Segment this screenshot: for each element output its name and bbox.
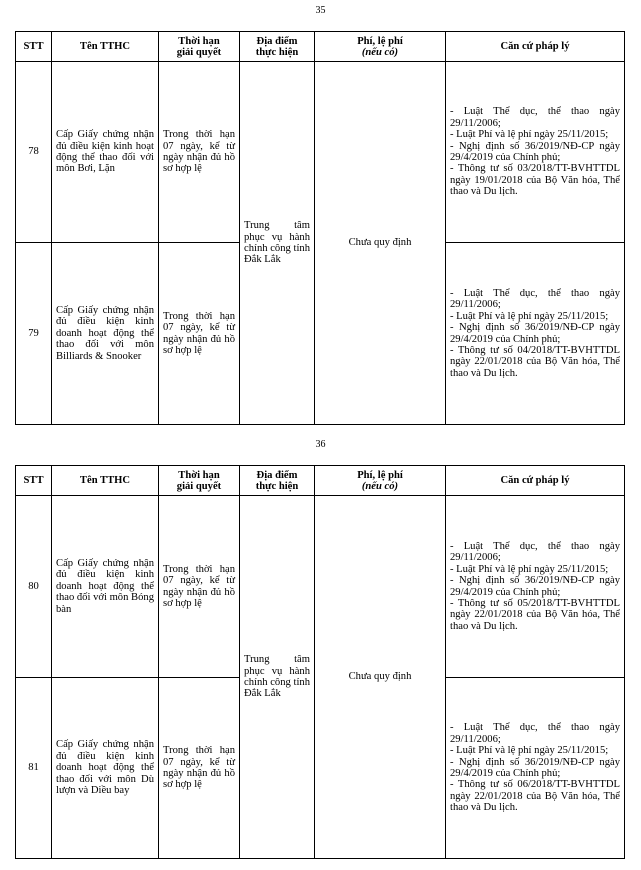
- header-name: Tên TTHC: [52, 466, 159, 496]
- header-time-line2: giải quyết: [176, 46, 222, 58]
- legal-item: - Luật Thể dục, thể thao ngày 29/11/2006;: [450, 287, 620, 311]
- header-fee-line2: (nếu có): [361, 46, 399, 58]
- header-stt: STT: [16, 466, 52, 496]
- procedure-name: Cấp Giấy chứng nhận đủ điều kiện kinh doanh hoạt động thể thao đối với môn Bóng bàn: [52, 496, 159, 678]
- procedure-name: Cấp Giấy chứng nhận đủ điều kiện kinh doanh hoạt động thể thao đối với môn Dù lượn và Diều bay: [52, 678, 159, 859]
- processing-time: Trong thời hạn 07 ngày, kể từ ngày nhận đủ hồ sơ hợp lệ: [159, 496, 240, 678]
- legal-basis: [446, 678, 625, 859]
- fee-value: Chưa quy định: [315, 62, 446, 425]
- header-fee-line1: Phí, lệ phí: [357, 469, 403, 481]
- legal-item: - Luật Phí và lệ phí ngày 25/11/2015;: [450, 563, 609, 575]
- legal-item: - Nghị định số 36/2019/NĐ-CP ngày 29/4/2019 của Chính phủ;: [450, 140, 620, 163]
- header-stt: STT: [16, 32, 52, 62]
- table-row: [16, 496, 625, 678]
- legal-item: - Luật Phí và lệ phí ngày 25/11/2015;: [450, 745, 609, 757]
- table-header-row: [16, 32, 625, 62]
- procedure-name: Cấp Giấy chứng nhận đủ điều kiện kinh hoạt động thể thao đối với môn Bơi, Lặn: [52, 62, 159, 243]
- legal-item: - Thông tư số 05/2018/TT-BVHTTDL ngày 22/01/2018 của Bộ Văn hóa, Thể thao và Du lịch.: [450, 597, 620, 632]
- legal-item: - Luật Phí và lệ phí ngày 25/11/2015;: [450, 310, 609, 322]
- header-fee-line1: Phí, lệ phí: [357, 35, 403, 47]
- legal-item: - Nghị định số 36/2019/NĐ-CP ngày 29/4/2019 của Chính phủ;: [450, 322, 620, 345]
- header-place: [240, 32, 315, 62]
- header-place: [240, 466, 315, 496]
- header-time-line1: Thời hạn: [178, 35, 220, 47]
- header-time: [159, 466, 240, 496]
- row-stt: 78: [16, 62, 52, 243]
- header-time-line2: giải quyết: [176, 480, 222, 492]
- table-row: [16, 62, 625, 243]
- legal-item: - Luật Phí và lệ phí ngày 25/11/2015;: [450, 129, 609, 141]
- processing-time: Trong thời hạn 07 ngày, kể từ ngày nhận đủ hồ sơ hợp lệ: [159, 243, 240, 425]
- processing-time: Trong thời hạn 07 ngày, kể từ ngày nhận đủ hồ sơ hợp lệ: [159, 62, 240, 243]
- header-time-line1: Thời hạn: [178, 469, 220, 481]
- header-place-line1: Địa điểm: [256, 469, 298, 481]
- legal-item: - Thông tư số 03/2018/TT-BVHTTDL ngày 19/01/2018 của Bộ Văn hóa, Thể thao và Du lịch.: [450, 163, 620, 198]
- header-place-line1: Địa điểm: [256, 35, 298, 47]
- legal-basis: [446, 496, 625, 678]
- legal-item: - Luật Thể dục, thể thao ngày 29/11/2006;: [450, 722, 620, 745]
- procedure-table: [15, 465, 625, 859]
- implementation-place: Trung tâm phục vụ hành chính công tỉnh Đắk Lắk: [240, 496, 315, 859]
- implementation-place: Trung tâm phục vụ hành chính công tỉnh Đắk Lắk: [240, 62, 315, 425]
- header-time: [159, 32, 240, 62]
- legal-item: - Thông tư số 06/2018/TT-BVHTTDL ngày 22/01/2018 của Bộ Văn hóa, Thể thao và Du lịch.: [450, 779, 620, 814]
- procedure-name: Cấp Giấy chứng nhận đủ điều kiện kinh doanh hoạt động thể thao đối với môn Billiards & Snooker: [52, 243, 159, 425]
- row-stt: 81: [16, 678, 52, 859]
- procedure-table: [15, 31, 625, 425]
- header-name: Tên TTHC: [52, 32, 159, 62]
- header-place-line2: thực hiện: [255, 46, 299, 58]
- row-stt: 80: [16, 496, 52, 678]
- processing-time: Trong thời hạn 07 ngày, kể từ ngày nhận đủ hồ sơ hợp lệ: [159, 678, 240, 859]
- page-number: 35: [315, 5, 326, 16]
- header-fee-line2: (nếu có): [361, 480, 399, 492]
- header-legal: Căn cứ pháp lý: [446, 32, 625, 62]
- header-place-line2: thực hiện: [255, 480, 299, 492]
- row-stt: 79: [16, 243, 52, 425]
- legal-item: - Nghị định số 36/2019/NĐ-CP ngày 29/4/2019 của Chính phủ;: [450, 756, 620, 779]
- legal-item: - Thông tư số 04/2018/TT-BVHTTDL ngày 22/01/2018 của Bộ Văn hóa, Thể thao và Du lịch.: [450, 344, 620, 379]
- legal-item: - Nghị định số 36/2019/NĐ-CP ngày 29/4/2019 của Chính phủ;: [450, 575, 620, 598]
- fee-value: Chưa quy định: [315, 496, 446, 859]
- header-fee: [315, 32, 446, 62]
- page-number: 36: [315, 439, 326, 450]
- legal-item: - Luật Thể dục, thể thao ngày 29/11/2006;: [450, 540, 620, 564]
- header-legal: Căn cứ pháp lý: [446, 466, 625, 496]
- legal-basis: [446, 62, 625, 243]
- legal-item: - Luật Thể dục, thể thao ngày 29/11/2006;: [450, 106, 620, 129]
- header-fee: [315, 466, 446, 496]
- table-header-row: [16, 466, 625, 496]
- legal-basis: [446, 243, 625, 425]
